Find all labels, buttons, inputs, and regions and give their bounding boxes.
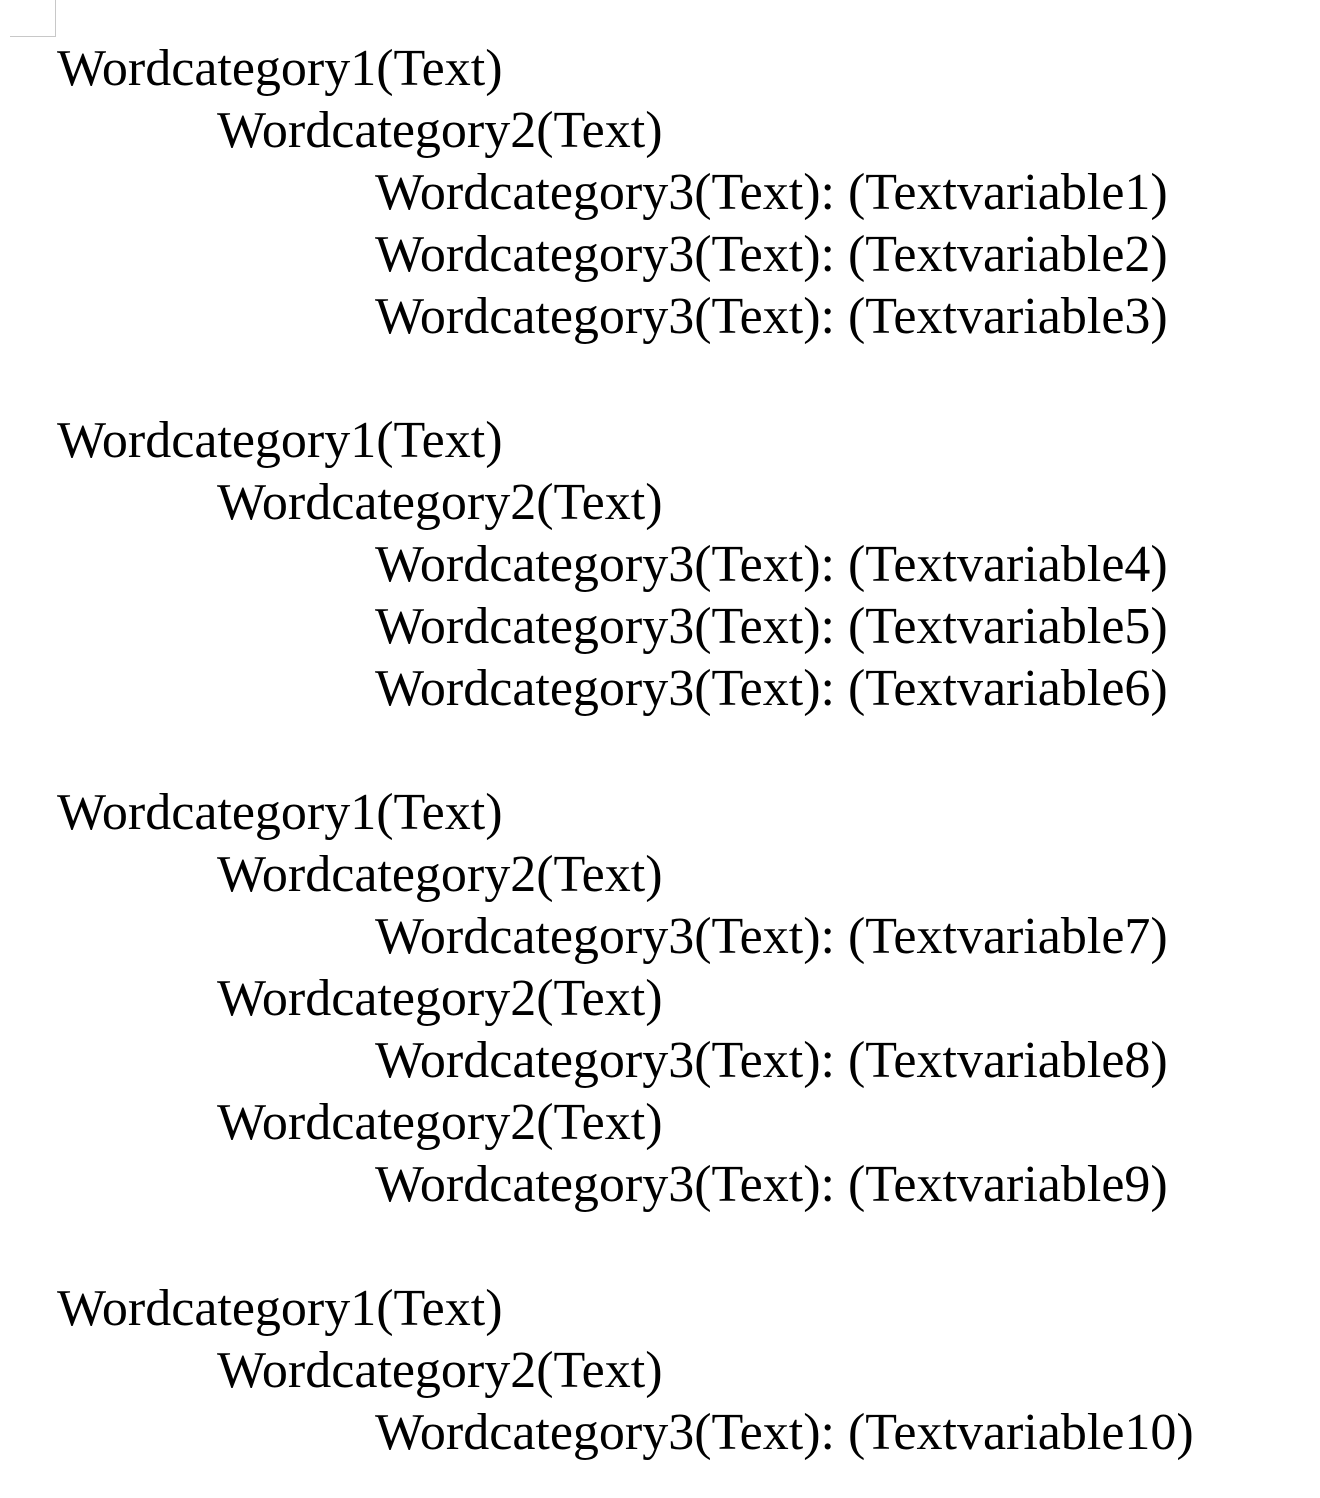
text-line-level-3: Wordcategory3(Text): (Textvariable2) (375, 226, 1168, 283)
text-line-level-2: Wordcategory2(Text) (217, 970, 663, 1027)
blank-line (57, 348, 1307, 410)
text-line-level-3: Wordcategory3(Text): (Textvariable4) (375, 536, 1168, 593)
text-line-level-2: Wordcategory2(Text) (217, 1094, 663, 1151)
blank-line (57, 720, 1307, 782)
text-line-level-3: Wordcategory3(Text): (Textvariable8) (375, 1032, 1168, 1089)
text-group (57, 1278, 1307, 1464)
text-line-level-1: Wordcategory1(Text) (57, 1280, 503, 1337)
text-group (57, 782, 1307, 1216)
text-line-level-2: Wordcategory2(Text) (217, 102, 663, 159)
text-line-level-1: Wordcategory1(Text) (57, 784, 503, 841)
text-line-level-3: Wordcategory3(Text): (Textvariable6) (375, 660, 1168, 717)
text-line-level-3: Wordcategory3(Text): (Textvariable5) (375, 598, 1168, 655)
document-body[interactable] (57, 38, 1307, 1464)
text-line-level-2: Wordcategory2(Text) (217, 846, 663, 903)
text-line-level-3: Wordcategory3(Text): (Textvariable1) (375, 164, 1168, 221)
text-line-level-1: Wordcategory1(Text) (57, 412, 503, 469)
text-line-level-3: Wordcategory3(Text): (Textvariable7) (375, 908, 1168, 965)
text-group (57, 38, 1307, 348)
text-line-level-1: Wordcategory1(Text) (57, 40, 503, 97)
page-margin-corner-mark (10, 0, 56, 37)
text-line-level-3: Wordcategory3(Text): (Textvariable3) (375, 288, 1168, 345)
text-group (57, 410, 1307, 720)
text-line-level-2: Wordcategory2(Text) (217, 474, 663, 531)
blank-line (57, 1216, 1307, 1278)
text-line-level-3: Wordcategory3(Text): (Textvariable10) (375, 1404, 1194, 1461)
text-line-level-2: Wordcategory2(Text) (217, 1342, 663, 1399)
text-line-level-3: Wordcategory3(Text): (Textvariable9) (375, 1156, 1168, 1213)
